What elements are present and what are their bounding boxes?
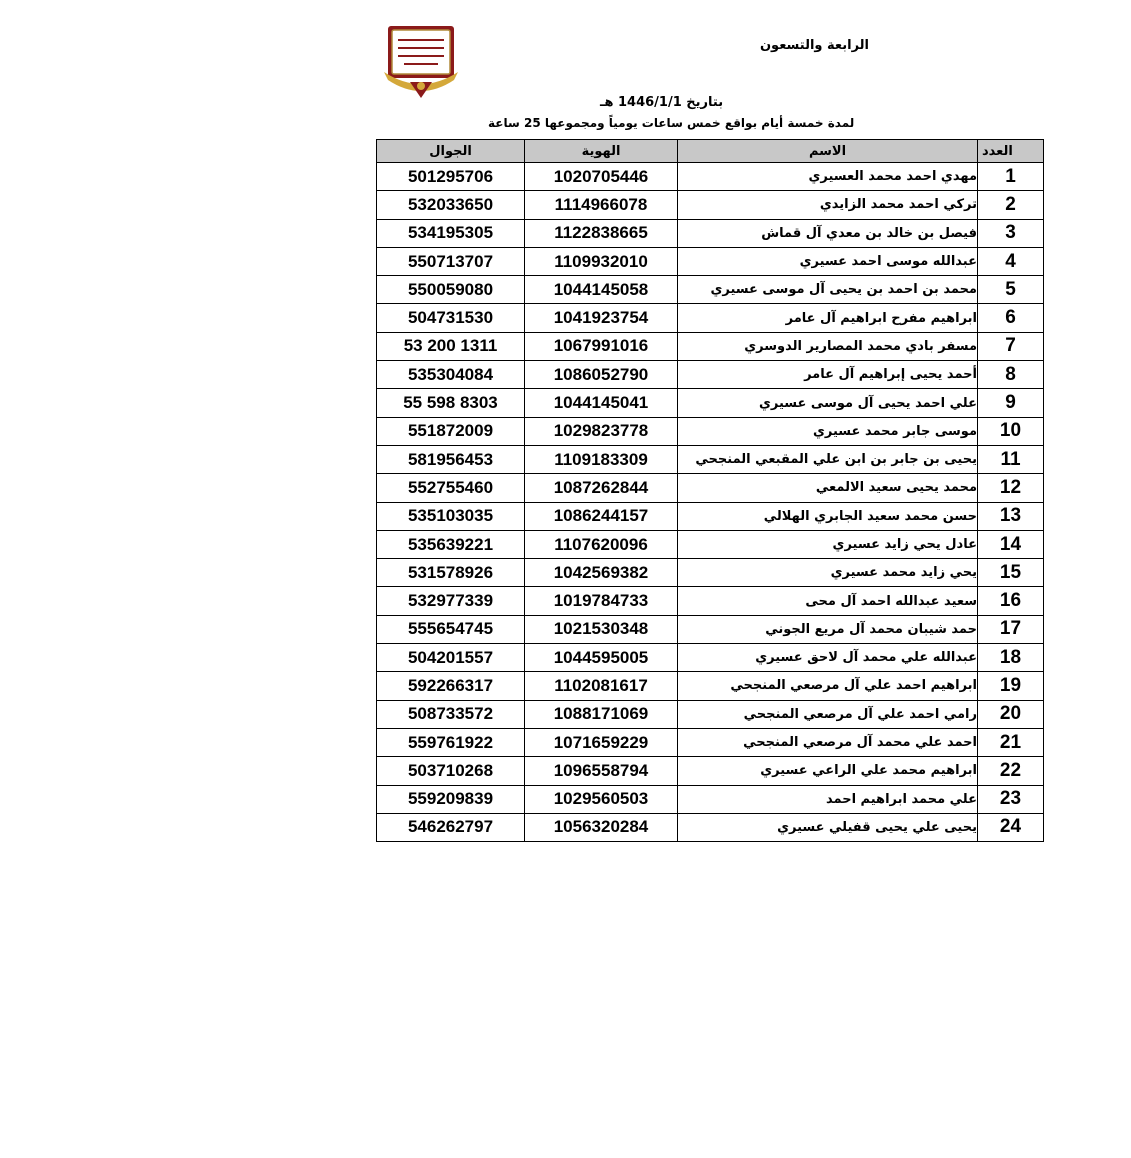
- mobile-number: 504731530: [377, 304, 525, 332]
- participant-name: محمد بن احمد بن يحيى آل موسى عسيري: [678, 276, 978, 304]
- mobile-number: 535639221: [377, 530, 525, 558]
- row-number: 21: [978, 728, 1044, 756]
- table-row: [377, 445, 1044, 473]
- row-number: 8: [978, 361, 1044, 389]
- national-id: 1088171069: [525, 700, 678, 728]
- participant-name: مسفر بادي محمد المصارير الدوسري: [678, 332, 978, 360]
- participant-name: يحيى علي يحيى قفيلي عسيري: [678, 813, 978, 841]
- table-row: [377, 163, 1044, 191]
- table-row: [377, 389, 1044, 417]
- mobile-number: 546262797: [377, 813, 525, 841]
- national-id: 1122838665: [525, 219, 678, 247]
- participant-name: محمد يحيى سعيد الالمعي: [678, 474, 978, 502]
- participant-name: عادل يحي زايد عسيري: [678, 530, 978, 558]
- mobile-number: 555654745: [377, 615, 525, 643]
- national-id: 1044145041: [525, 389, 678, 417]
- national-id: 1107620096: [525, 530, 678, 558]
- participant-name: موسى جابر محمد عسيري: [678, 417, 978, 445]
- national-id: 1087262844: [525, 474, 678, 502]
- participant-name: علي احمد يحيى آل موسى عسيري: [678, 389, 978, 417]
- participant-name: رامي احمد علي آل مرصعي المنجحي: [678, 700, 978, 728]
- participant-name: علي محمد ابراهيم احمد: [678, 785, 978, 813]
- column-header-mobile: الجوال: [377, 140, 525, 163]
- national-id: 1044145058: [525, 276, 678, 304]
- table-row: [377, 191, 1044, 219]
- national-id: 1114966078: [525, 191, 678, 219]
- mobile-number: 53 200 1311: [377, 332, 525, 360]
- national-id: 1029560503: [525, 785, 678, 813]
- participant-name: فيصل بن خالد بن معدي آل قماش: [678, 219, 978, 247]
- participant-name: سعيد عبدالله احمد آل محى: [678, 587, 978, 615]
- participants-table: [376, 139, 1044, 842]
- row-number: 13: [978, 502, 1044, 530]
- national-id: 1067991016: [525, 332, 678, 360]
- participant-name: يحي زايد محمد عسيري: [678, 559, 978, 587]
- table-row: [377, 332, 1044, 360]
- national-id: 1109932010: [525, 247, 678, 275]
- mobile-number: 559761922: [377, 728, 525, 756]
- mobile-number: 532977339: [377, 587, 525, 615]
- mobile-number: 534195305: [377, 219, 525, 247]
- table-row: [377, 304, 1044, 332]
- table-row: [377, 247, 1044, 275]
- column-header-id: الهوية: [525, 140, 678, 163]
- row-number: 15: [978, 559, 1044, 587]
- mobile-number: 55 598 8303: [377, 389, 525, 417]
- table-row: [377, 587, 1044, 615]
- national-id: 1019784733: [525, 587, 678, 615]
- duration-line: لمدة خمسة أيام بواقع خمس ساعات يومياً ومجموعها 25 ساعة: [488, 116, 855, 130]
- national-id: 1021530348: [525, 615, 678, 643]
- table-row: [377, 785, 1044, 813]
- participant-name: عبدالله علي محمد آل لاحق عسيري: [678, 644, 978, 672]
- national-id: 1086244157: [525, 502, 678, 530]
- row-number: 4: [978, 247, 1044, 275]
- national-id: 1086052790: [525, 361, 678, 389]
- organization-logo: [380, 22, 462, 104]
- mobile-number: 503710268: [377, 757, 525, 785]
- table-header-row: [377, 140, 1044, 163]
- national-id: 1029823778: [525, 417, 678, 445]
- row-number: 24: [978, 813, 1044, 841]
- national-id: 1071659229: [525, 728, 678, 756]
- participant-name: أحمد يحيى إبراهيم آل عامر: [678, 361, 978, 389]
- mobile-number: 532033650: [377, 191, 525, 219]
- participant-name: ابراهيم محمد علي الراعي عسيري: [678, 757, 978, 785]
- table-row: [377, 530, 1044, 558]
- participant-name: حسن محمد سعيد الجابري الهلالي: [678, 502, 978, 530]
- row-number: 1: [978, 163, 1044, 191]
- column-header-number: العدد: [978, 140, 1044, 163]
- national-id: 1041923754: [525, 304, 678, 332]
- mobile-number: 551872009: [377, 417, 525, 445]
- mobile-number: 581956453: [377, 445, 525, 473]
- row-number: 16: [978, 587, 1044, 615]
- national-id: 1044595005: [525, 644, 678, 672]
- mobile-number: 501295706: [377, 163, 525, 191]
- row-number: 6: [978, 304, 1044, 332]
- row-number: 18: [978, 644, 1044, 672]
- row-number: 14: [978, 530, 1044, 558]
- participant-name: عبدالله موسى احمد عسيري: [678, 247, 978, 275]
- row-number: 20: [978, 700, 1044, 728]
- table-row: [377, 276, 1044, 304]
- participant-name: ابراهيم مفرح ابراهيم آل عامر: [678, 304, 978, 332]
- mobile-number: 550713707: [377, 247, 525, 275]
- table-row: [377, 615, 1044, 643]
- national-id: 1056320284: [525, 813, 678, 841]
- row-number: 9: [978, 389, 1044, 417]
- row-number: 2: [978, 191, 1044, 219]
- participant-name: تركي احمد محمد الزايدي: [678, 191, 978, 219]
- emblem-icon: [380, 22, 462, 104]
- date-line: بتاريخ 1446/1/1 هـ: [600, 95, 724, 110]
- row-number: 5: [978, 276, 1044, 304]
- national-id: 1096558794: [525, 757, 678, 785]
- mobile-number: 504201557: [377, 644, 525, 672]
- row-number: 12: [978, 474, 1044, 502]
- mobile-number: 535103035: [377, 502, 525, 530]
- national-id: 1102081617: [525, 672, 678, 700]
- row-number: 3: [978, 219, 1044, 247]
- row-number: 17: [978, 615, 1044, 643]
- row-number: 7: [978, 332, 1044, 360]
- row-number: 19: [978, 672, 1044, 700]
- row-number: 23: [978, 785, 1044, 813]
- table-row: [377, 672, 1044, 700]
- table-row: [377, 474, 1044, 502]
- national-id: 1020705446: [525, 163, 678, 191]
- table-row: [377, 417, 1044, 445]
- table-row: [377, 644, 1044, 672]
- national-id: 1042569382: [525, 559, 678, 587]
- table-row: [377, 559, 1044, 587]
- table-row: [377, 728, 1044, 756]
- table-row: [377, 361, 1044, 389]
- mobile-number: 550059080: [377, 276, 525, 304]
- national-id: 1109183309: [525, 445, 678, 473]
- participant-name: ابراهيم احمد علي آل مرصعي المنجحي: [678, 672, 978, 700]
- table-row: [377, 502, 1044, 530]
- table-row: [377, 813, 1044, 841]
- row-number: 10: [978, 417, 1044, 445]
- mobile-number: 535304084: [377, 361, 525, 389]
- edition-label: الرابعة والتسعون: [759, 38, 869, 53]
- row-number: 22: [978, 757, 1044, 785]
- mobile-number: 559209839: [377, 785, 525, 813]
- table-row: [377, 219, 1044, 247]
- mobile-number: 592266317: [377, 672, 525, 700]
- table-row: [377, 757, 1044, 785]
- participant-name: احمد علي محمد آل مرصعي المنجحي: [678, 728, 978, 756]
- mobile-number: 552755460: [377, 474, 525, 502]
- column-header-name: الاسم: [678, 140, 978, 163]
- mobile-number: 531578926: [377, 559, 525, 587]
- participant-name: حمد شيبان محمد آل مريع الجوني: [678, 615, 978, 643]
- mobile-number: 508733572: [377, 700, 525, 728]
- participant-name: يحيى بن جابر بن ابن علي المقبعي المنجحي: [678, 445, 978, 473]
- participant-name: مهدي احمد محمد العسيري: [678, 163, 978, 191]
- table-row: [377, 700, 1044, 728]
- row-number: 11: [978, 445, 1044, 473]
